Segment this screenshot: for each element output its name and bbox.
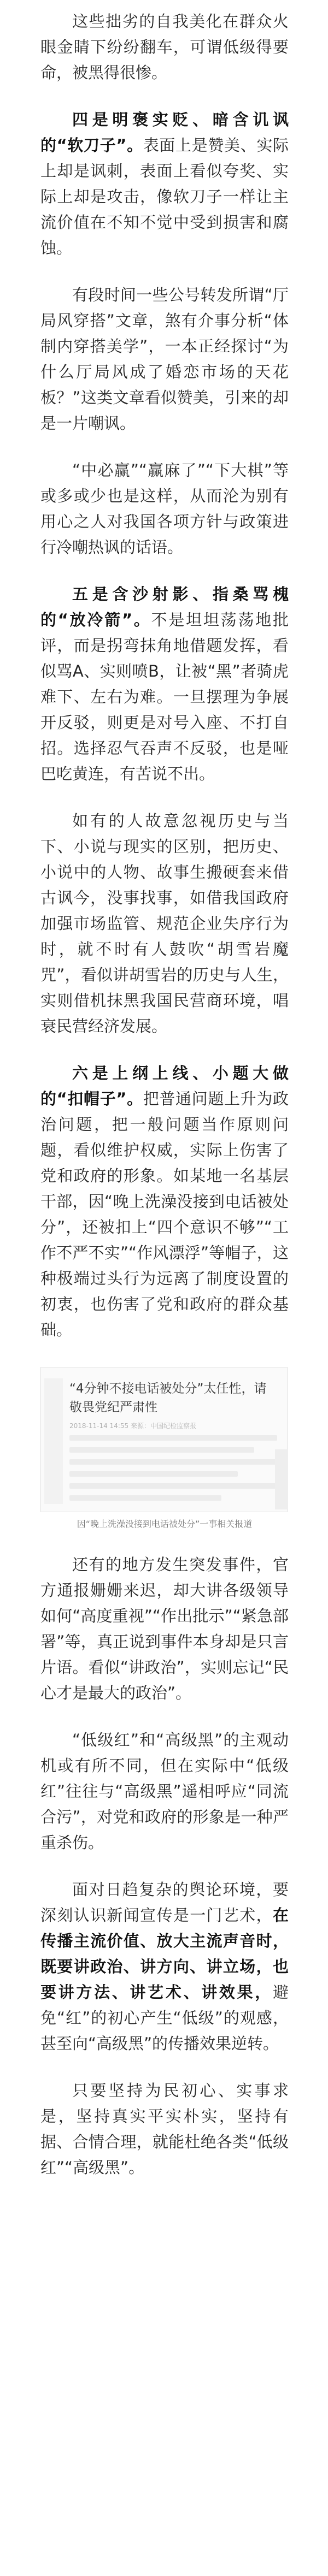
paragraph xyxy=(40,9,289,86)
paragraph xyxy=(40,1877,289,2057)
body-text: 表面上是赞美、实际上却是讽刺，表面上看似夸奖、实际上却是攻击，像软刀子一样让主流价值在不知不觉中受到损害和腐蚀。 xyxy=(40,136,289,257)
bold-text: 四是明褒实贬、暗含讥讽的“软刀子”。 xyxy=(40,110,289,155)
news-meta: 2018-11-14 14:55 来源：中国纪检监察报 xyxy=(69,1422,196,1430)
news-screenshot xyxy=(40,1367,288,1512)
bold-text: 在传播主流价值、放大主流声音时，既要讲政治、讲方向、讲立场，也要讲方法、讲艺术、讲效果， xyxy=(40,1906,289,2001)
body-text: 把普通问题上升为政治问题，把一般问题当作原则问题，看似维护权威，实际上伤害了党和政府的形象。如某地一名基层干部，因“晚上洗澡没接到电话被处分”，还被扣上“四个意识不够”“工作不严不实”“作风漂浮”等帽子，这种极端过头行为远离了制度设置的初衷，也伤害了党和政府的群众基础。 xyxy=(40,1089,289,1339)
paragraph xyxy=(40,107,289,261)
sidebar-placeholder xyxy=(44,1378,63,1504)
bold-text: 五是含沙射影、指桑骂槐的“放冷箭”。 xyxy=(40,585,289,629)
text-line-placeholder xyxy=(69,1483,277,1489)
paragraph xyxy=(40,282,289,436)
share-bar-placeholder xyxy=(275,1449,287,1509)
body-text: 这些拙劣的自我美化在群众火眼金睛下纷纷翻车，可谓低级得要命，被黑得很惨。 xyxy=(40,12,289,82)
body-text: 不是坦坦荡荡地批评，而是拐弯抹角地借题发挥，看似骂A、实则喷B，让被“黑”者骑虎难下、左右为难。一旦摆理为争展开反驳，则更是对号入座、不打自招。选择忍气吞声不反驳，也是哑巴吃黄连，有苦说不出。 xyxy=(40,611,289,783)
body-text: “低级红”和“高级黑”的主观动机或有所不同，但在实际中“低级红”往往与“高级黑”遥相呼应“同流合污”，对党和政府的形象是一种严重杀伤。 xyxy=(40,1731,289,1852)
text-line-placeholder xyxy=(69,1435,277,1441)
body-text: 避免“红”的初心产生“低级”的观感，甚至向“高级黑”的传播效果逆转。 xyxy=(40,1983,289,2053)
figure-caption: 因“晚上洗澡没接到电话被处分”一事相关报道 xyxy=(77,1519,253,1529)
paragraph xyxy=(40,808,289,1039)
bold-text: 六是上纲上线、小题大做的“扣帽子”。 xyxy=(40,1064,289,1108)
paragraph xyxy=(40,1061,289,1343)
body-text: 只要坚持为民初心、实事求是，坚持真实平实朴实，坚持有据、合情合理，就能杜绝各类“低级红”“高级黑”。 xyxy=(40,2081,289,2177)
body-text: “中必赢”“赢麻了”“下大棋”等或多或少也是这样，从而沦为别有用心之人对我国各项方针与政策进行冷嘲热讽的话语。 xyxy=(40,461,289,556)
text-line-placeholder xyxy=(69,1471,238,1477)
text-line-placeholder xyxy=(69,1447,254,1453)
body-text: 有段时间一些公号转发所谓“厅局风穿搭”文章，煞有介事分析“体制内穿搭美学”，一本正经探讨“为什么厅局风成了婚恋市场的天花板？”这类文章看似赞美，引来的却是一片嘲讽。 xyxy=(40,286,289,433)
paragraph xyxy=(40,582,289,787)
paragraph xyxy=(40,2078,289,2181)
body-text: 还有的地方发生突发事件，官方通报姗姗来迟，却大讲各级领导如何“高度重视”“作出批示”“紧急部署”等，真正说到事件本身却是只言片语。看似“讲政治”，实则忘记“民心才是最大的政治”。 xyxy=(40,1555,289,1702)
text-line-placeholder xyxy=(69,1459,277,1465)
paragraph xyxy=(40,1727,289,1856)
body-text: 面对日趋复杂的舆论环境，要深刻认识新闻宣传是一门艺术， xyxy=(40,1880,289,1924)
article-body xyxy=(0,9,328,2576)
paragraph xyxy=(40,1552,289,1706)
body-text: 如有的人故意忽视历史与当下、小说与现实的区别，把历史、小说中的人物、故事生搬硬套来借古讽今，没事找事，如借我国政府加强市场监管、规范企业失序行为时，就不时有人鼓吹“胡雪岩魔咒”，看似讲胡雪岩的历史与人生，实则借机抹黑我国民营商环境，唱衰民营经济发展。 xyxy=(40,812,289,1035)
paragraph xyxy=(40,458,289,560)
news-headline: “4分钟不接电话被处分”太任性，请敬畏党纪严肃性 xyxy=(69,1382,267,1414)
news-screenshot-figure xyxy=(40,1367,289,1531)
text-line-placeholder xyxy=(69,1495,221,1501)
